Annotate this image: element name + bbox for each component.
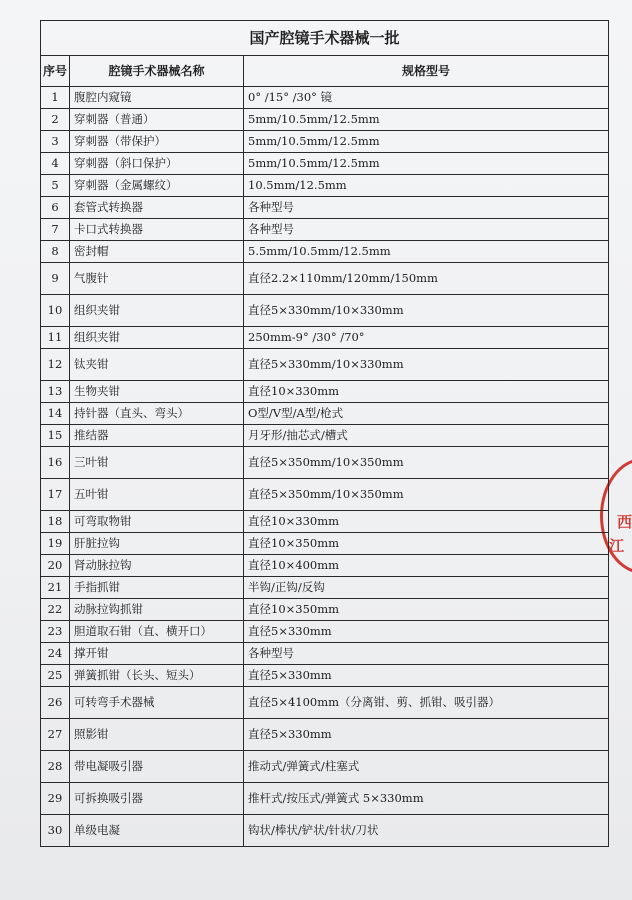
row-number: 18	[41, 511, 70, 533]
table-row	[41, 327, 609, 349]
table-row	[41, 555, 609, 577]
instrument-name: 可转弯手术器械	[70, 687, 244, 719]
instrument-name: 单级电凝	[70, 815, 244, 847]
row-number: 3	[41, 131, 70, 153]
row-number: 24	[41, 643, 70, 665]
table-row	[41, 621, 609, 643]
table-row	[41, 479, 609, 511]
row-number: 5	[41, 175, 70, 197]
instrument-spec: 推杆式/按压式/弹簧式 5×330mm	[244, 783, 609, 815]
row-number: 16	[41, 447, 70, 479]
table-row	[41, 219, 609, 241]
row-number: 17	[41, 479, 70, 511]
instrument-spec: 直径5×330mm/10×330mm	[244, 295, 609, 327]
instrument-spec: 0° /15° /30° 镜	[244, 87, 609, 109]
instrument-name: 三叶钳	[70, 447, 244, 479]
instrument-name: 密封帽	[70, 241, 244, 263]
instrument-name: 照影钳	[70, 719, 244, 751]
instrument-spec: 直径10×330mm	[244, 511, 609, 533]
row-number: 20	[41, 555, 70, 577]
table-row	[41, 131, 609, 153]
instrument-name: 卡口式转换器	[70, 219, 244, 241]
table-row	[41, 349, 609, 381]
instrument-spec: 直径10×400mm	[244, 555, 609, 577]
table-header-row	[41, 56, 609, 87]
row-number: 27	[41, 719, 70, 751]
instrument-spec: 钩状/棒状/铲状/针状/刀状	[244, 815, 609, 847]
instrument-spec: 5mm/10.5mm/12.5mm	[244, 131, 609, 153]
instrument-name: 持针器（直头、弯头）	[70, 403, 244, 425]
table-row	[41, 153, 609, 175]
instrument-spec: 10.5mm/12.5mm	[244, 175, 609, 197]
instrument-name: 肾动脉拉钩	[70, 555, 244, 577]
row-number: 6	[41, 197, 70, 219]
row-number: 28	[41, 751, 70, 783]
table-row	[41, 533, 609, 555]
instrument-spec: 直径5×350mm/10×350mm	[244, 479, 609, 511]
table-row	[41, 295, 609, 327]
row-number: 13	[41, 381, 70, 403]
official-seal: 西 江	[600, 458, 632, 574]
row-number: 9	[41, 263, 70, 295]
header-spec: 规格型号	[244, 56, 609, 87]
instrument-spec: 直径5×330mm	[244, 665, 609, 687]
instrument-spec: 直径10×350mm	[244, 533, 609, 555]
row-number: 19	[41, 533, 70, 555]
table-row	[41, 425, 609, 447]
instrument-name: 穿刺器（金属螺纹）	[70, 175, 244, 197]
table-row	[41, 665, 609, 687]
instrument-name: 可弯取物钳	[70, 511, 244, 533]
instrument-name: 推结器	[70, 425, 244, 447]
table-row	[41, 815, 609, 847]
row-number: 21	[41, 577, 70, 599]
instrument-name: 钛夹钳	[70, 349, 244, 381]
instrument-table	[40, 20, 609, 847]
instrument-spec: 半钩/正钩/反钩	[244, 577, 609, 599]
row-number: 22	[41, 599, 70, 621]
table-row	[41, 577, 609, 599]
table-row	[41, 687, 609, 719]
row-number: 2	[41, 109, 70, 131]
instrument-spec: 月牙形/抽芯式/槽式	[244, 425, 609, 447]
instrument-spec: O型/V型/A型/枪式	[244, 403, 609, 425]
instrument-spec: 直径2.2×110mm/120mm/150mm	[244, 263, 609, 295]
row-number: 25	[41, 665, 70, 687]
instrument-name: 套管式转换器	[70, 197, 244, 219]
row-number: 1	[41, 87, 70, 109]
row-number: 11	[41, 327, 70, 349]
table-body	[41, 87, 609, 847]
table-row	[41, 381, 609, 403]
table-row	[41, 751, 609, 783]
instrument-name: 五叶钳	[70, 479, 244, 511]
instrument-name: 带电凝吸引器	[70, 751, 244, 783]
table-row	[41, 109, 609, 131]
instrument-name: 胆道取石钳（直、横开口）	[70, 621, 244, 643]
table-row	[41, 599, 609, 621]
instrument-name: 穿刺器（带保护）	[70, 131, 244, 153]
instrument-name: 生物夹钳	[70, 381, 244, 403]
instrument-spec: 直径5×4100mm（分离钳、剪、抓钳、吸引器）	[244, 687, 609, 719]
instrument-name: 动脉拉钩抓钳	[70, 599, 244, 621]
table-row	[41, 719, 609, 751]
instrument-name: 手指抓钳	[70, 577, 244, 599]
instrument-name: 可拆换吸引器	[70, 783, 244, 815]
instrument-spec: 直径5×330mm/10×330mm	[244, 349, 609, 381]
instrument-spec: 250mm-9° /30° /70°	[244, 327, 609, 349]
instrument-spec: 各种型号	[244, 219, 609, 241]
instrument-name: 弹簧抓钳（长头、短头）	[70, 665, 244, 687]
header-no: 序号	[41, 56, 70, 87]
instrument-spec: 直径5×330mm	[244, 621, 609, 643]
row-number: 7	[41, 219, 70, 241]
instrument-spec: 各种型号	[244, 643, 609, 665]
instrument-spec: 直径10×350mm	[244, 599, 609, 621]
instrument-spec: 5mm/10.5mm/12.5mm	[244, 153, 609, 175]
row-number: 14	[41, 403, 70, 425]
instrument-name: 腹腔内窥镜	[70, 87, 244, 109]
row-number: 23	[41, 621, 70, 643]
instrument-name: 穿刺器（斜口保护）	[70, 153, 244, 175]
row-number: 15	[41, 425, 70, 447]
table-row	[41, 241, 609, 263]
table-row	[41, 447, 609, 479]
row-number: 10	[41, 295, 70, 327]
table-row	[41, 511, 609, 533]
table-row	[41, 783, 609, 815]
instrument-spec: 5mm/10.5mm/12.5mm	[244, 109, 609, 131]
instrument-spec: 5.5mm/10.5mm/12.5mm	[244, 241, 609, 263]
table-row	[41, 643, 609, 665]
instrument-spec: 直径10×330mm	[244, 381, 609, 403]
row-number: 30	[41, 815, 70, 847]
instrument-name: 肝脏拉钩	[70, 533, 244, 555]
instrument-spec: 各种型号	[244, 197, 609, 219]
instrument-name: 气腹针	[70, 263, 244, 295]
page-title: 国产腔镜手术器械一批	[41, 21, 609, 56]
instrument-spec: 推动式/弹簧式/柱塞式	[244, 751, 609, 783]
row-number: 12	[41, 349, 70, 381]
instrument-name: 组织夹钳	[70, 327, 244, 349]
instrument-name: 撑开钳	[70, 643, 244, 665]
row-number: 4	[41, 153, 70, 175]
row-number: 29	[41, 783, 70, 815]
table-row	[41, 87, 609, 109]
table-row	[41, 403, 609, 425]
table-row	[41, 197, 609, 219]
instrument-name: 穿刺器（普通）	[70, 109, 244, 131]
instrument-spec: 直径5×350mm/10×350mm	[244, 447, 609, 479]
instrument-name: 组织夹钳	[70, 295, 244, 327]
row-number: 8	[41, 241, 70, 263]
instrument-spec: 直径5×330mm	[244, 719, 609, 751]
table-row	[41, 263, 609, 295]
header-name: 腔镜手术器械名称	[70, 56, 244, 87]
table-row	[41, 175, 609, 197]
row-number: 26	[41, 687, 70, 719]
